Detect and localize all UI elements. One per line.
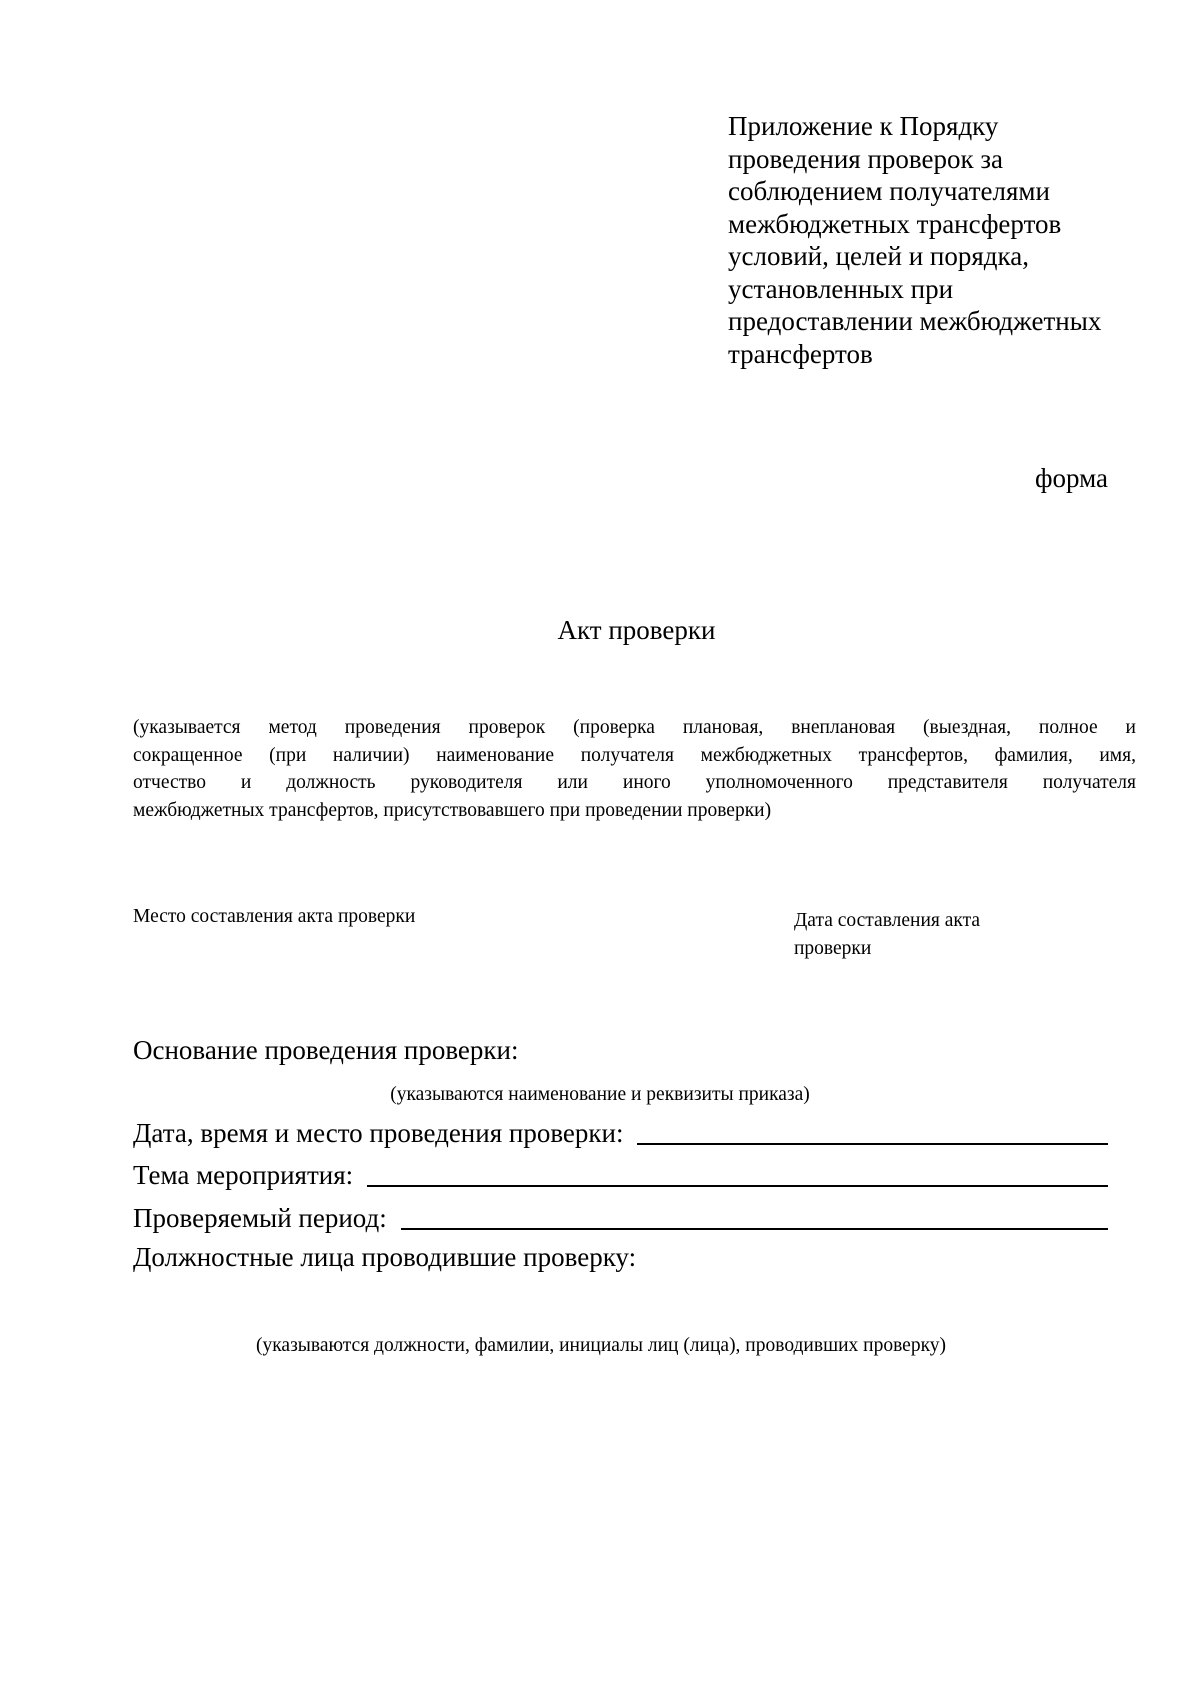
method-note-line: сокращенное (при наличии) наименование получателя межбюджетных трансфертов, фамилия, имя, bbox=[133, 744, 1136, 766]
place-label: Место составления акта проверки bbox=[133, 906, 416, 927]
appendix-line: предоставлении межбюджетных bbox=[728, 306, 1102, 336]
appendix-line: условий, целей и порядка, bbox=[728, 241, 1029, 271]
appendix-line: межбюджетных трансфертов bbox=[728, 208, 1062, 239]
method-note bbox=[133, 714, 1136, 824]
method-note-line: межбюджетных трансфертов, присутствовавшего при проведении проверки) bbox=[133, 799, 772, 821]
appendix-line: соблюдением получателями bbox=[728, 176, 1050, 206]
topic-row bbox=[133, 1160, 1108, 1191]
basis-label: Основание проведения проверки: bbox=[133, 1035, 519, 1065]
period-row bbox=[133, 1203, 1108, 1234]
appendix-header bbox=[728, 110, 1158, 370]
appendix-line: Приложение к Порядку bbox=[728, 111, 999, 141]
appendix-line: установленных при bbox=[728, 273, 954, 304]
date-time-place-line[interactable] bbox=[637, 1119, 1108, 1145]
date-label-line: проверки bbox=[794, 938, 872, 959]
appendix-line: трансфертов bbox=[728, 338, 873, 369]
date-label-line: Дата составления акта bbox=[794, 910, 981, 931]
method-note-line: отчество и должность руководителя или иного уполномоченного представителя получателя bbox=[133, 772, 1136, 793]
date-time-place-row bbox=[133, 1118, 1108, 1149]
form-label: форма bbox=[1035, 463, 1108, 493]
period-line[interactable] bbox=[401, 1204, 1108, 1230]
method-note-line: (указывается метод проведения проверок (проверка плановая, внеплановая (выездная, полное и bbox=[133, 717, 1136, 738]
appendix-line: проведения проверок за bbox=[728, 143, 1003, 174]
officials-label: Должностные лица проводившие проверку: bbox=[133, 1242, 637, 1272]
topic-line[interactable] bbox=[367, 1161, 1108, 1187]
document-title: Акт проверки bbox=[557, 615, 716, 645]
date-time-place-label: Дата, время и место проведения проверки: bbox=[133, 1118, 624, 1148]
basis-hint: (указываются наименование и реквизиты приказа) bbox=[390, 1084, 810, 1105]
date-label bbox=[794, 907, 980, 963]
officials-hint: (указываются должности, фамилии, инициалы лиц (лица), проводивших проверку) bbox=[256, 1335, 947, 1356]
period-label: Проверяемый период: bbox=[133, 1203, 387, 1233]
topic-label: Тема мероприятия: bbox=[133, 1160, 354, 1190]
